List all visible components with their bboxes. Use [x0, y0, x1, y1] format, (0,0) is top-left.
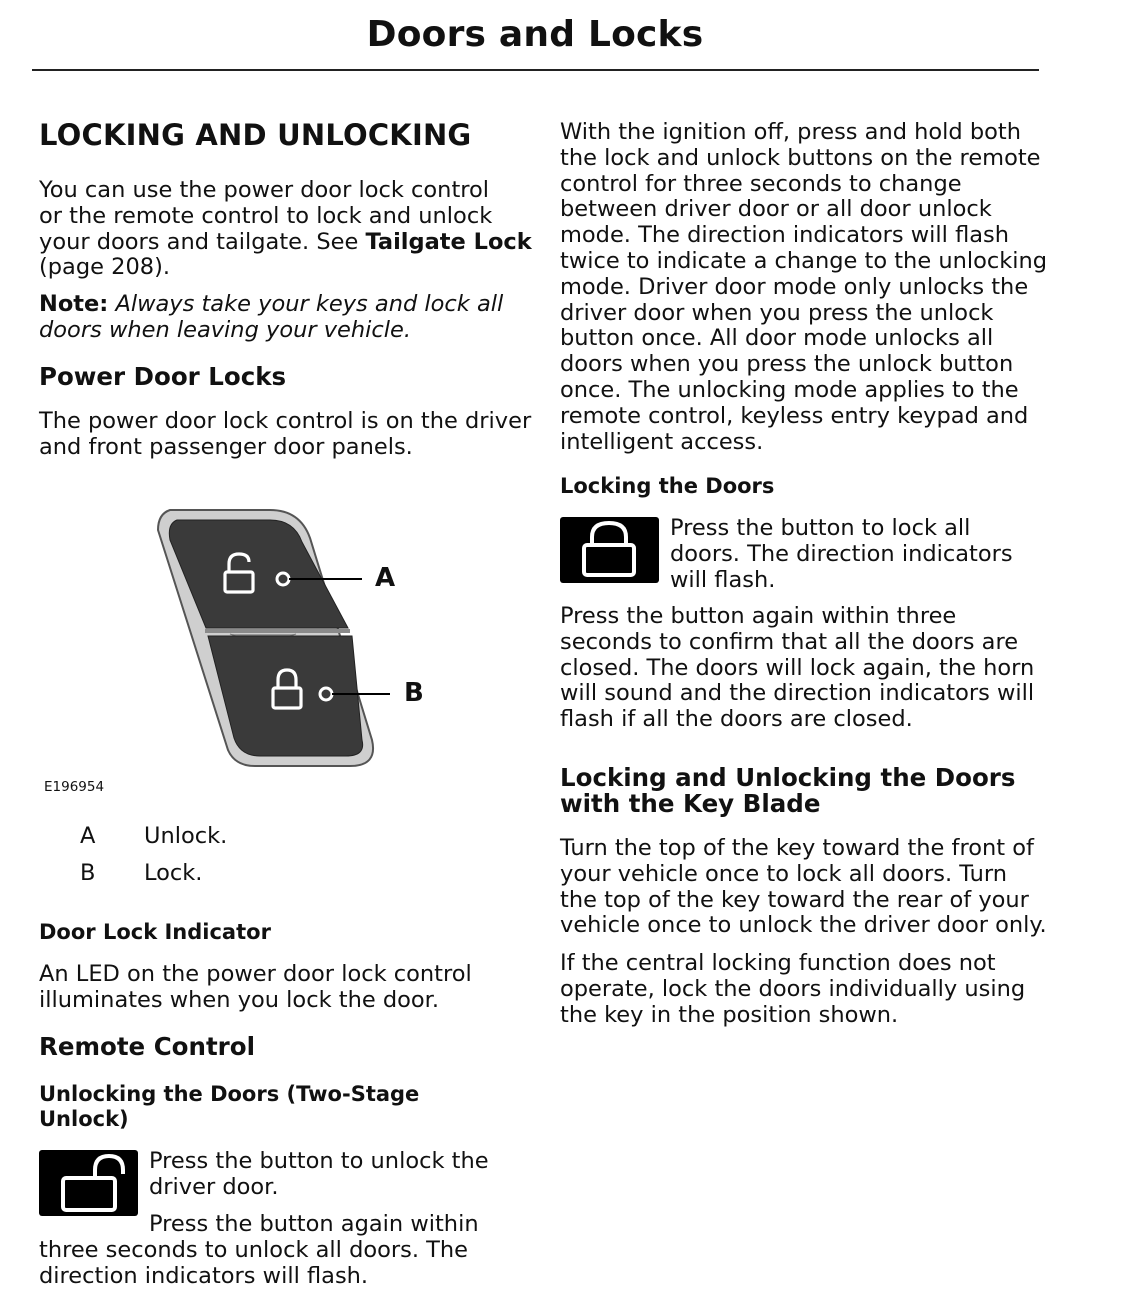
lock-button-icon-box — [560, 517, 659, 583]
note-label: Note: — [39, 291, 109, 317]
lock-icon-text — [670, 516, 1013, 593]
note-line: doors when leaving your vehicle. — [39, 316, 412, 343]
intro-line — [39, 230, 532, 256]
remote-control-heading: Remote Control — [39, 1032, 255, 1061]
paragraph-line: will sound and the direction indicators will — [560, 680, 1035, 707]
paragraph-line: Press the button to lock all — [670, 515, 971, 541]
intro-line-text: your doors and tailgate. See — [39, 228, 366, 255]
unlock-paragraph-first-line: Press the button again within — [149, 1211, 479, 1237]
legend-key: B — [80, 860, 96, 886]
paragraph-line: If the central locking function does not — [560, 950, 996, 976]
paragraph-line: mode. The direction indicators will flash — [560, 222, 1010, 249]
paragraph-line: button once. All door mode unlocks all — [560, 325, 994, 352]
paragraph-line: your vehicle once to lock all doors. Turn — [560, 860, 1007, 887]
paragraph-line: control for three seconds to change — [560, 170, 962, 197]
paragraph-line: Turn the top of the key toward the front of — [560, 835, 1034, 861]
intro-paragraph — [39, 178, 532, 281]
paragraph-line: between driver door or all door unlock — [560, 196, 992, 223]
paragraph-line: remote control, keyless entry keypad and — [560, 402, 1029, 429]
callout-label-a: A — [375, 563, 396, 593]
legend-key: A — [80, 823, 96, 849]
intro-line: You can use the power door lock control — [39, 177, 490, 203]
paragraph-line: With the ignition off, press and hold both — [560, 119, 1021, 145]
unlock-mode-paragraph — [560, 120, 1047, 455]
unlock-paragraph — [39, 1238, 468, 1290]
key-blade-paragraph — [560, 836, 1047, 939]
note-text: Always take your keys and lock all — [108, 291, 504, 317]
unlock-button-icon-box — [39, 1150, 138, 1216]
paragraph-line: intelligent access. — [560, 428, 764, 455]
intro-line: or the remote control to lock and unlock — [39, 202, 493, 229]
locking-paragraph — [560, 604, 1034, 733]
paragraph-line: the top of the key toward the rear of your — [560, 886, 1029, 913]
paragraph-line: seconds to confirm that all the doors are — [560, 628, 1019, 655]
power-door-locks-heading: Power Door Locks — [39, 362, 287, 391]
heading-line: Locking and Unlocking the Doors — [560, 763, 1016, 792]
door-lock-indicator-paragraph — [39, 962, 472, 1014]
door-lock-control-figure — [150, 500, 450, 775]
locking-heading: Locking the Doors — [560, 474, 775, 498]
paragraph-line: and front passenger door panels. — [39, 433, 413, 460]
paragraph-line: driver door. — [149, 1173, 279, 1200]
tailgate-lock-reference: Tailgate Lock — [365, 228, 532, 255]
paragraph-line: will flash. — [670, 566, 776, 593]
paragraph-line: An LED on the power door lock control — [39, 961, 472, 987]
paragraph-line: the key in the position shown. — [560, 1001, 899, 1028]
central-locking-paragraph — [560, 951, 1025, 1028]
callout-label-b: B — [404, 678, 424, 708]
legend-value: Unlock. — [144, 823, 228, 849]
paragraph-line: doors. The direction indicators — [670, 540, 1013, 567]
paragraph-line: closed. The doors will lock again, the horn — [560, 654, 1035, 681]
lock-icon — [560, 517, 659, 583]
header-divider — [32, 69, 1039, 71]
paragraph-line: doors when you press the unlock button — [560, 351, 1014, 378]
paragraph-line: twice to indicate a change to the unlocking — [560, 247, 1048, 274]
unlock-icon — [39, 1150, 138, 1216]
section-title: LOCKING AND UNLOCKING — [39, 118, 472, 152]
unlock-icon-text — [149, 1149, 489, 1201]
paragraph-line: illuminates when you lock the door. — [39, 986, 439, 1013]
key-blade-heading — [560, 765, 1015, 817]
door-lock-indicator-heading: Door Lock Indicator — [39, 920, 271, 944]
note-paragraph — [39, 292, 503, 344]
paragraph-line: the lock and unlock buttons on the remote — [560, 144, 1041, 171]
paragraph-line: Press the button to unlock the — [149, 1148, 489, 1174]
figure-id: E196954 — [44, 779, 105, 795]
power-door-locks-paragraph — [39, 409, 531, 461]
note-line — [39, 292, 503, 318]
paragraph-line: once. The unlocking mode applies to the — [560, 376, 1019, 403]
paragraph-line: Press the button again within three — [560, 603, 957, 629]
paragraph-line: mode. Driver door mode only unlocks the — [560, 273, 1029, 300]
heading-line: with the Key Blade — [560, 789, 821, 818]
paragraph-line: The power door lock control is on the driver — [39, 408, 532, 434]
paragraph-line: three seconds to unlock all doors. The — [39, 1237, 469, 1263]
paragraph-line: direction indicators will flash. — [39, 1262, 369, 1289]
heading-line: Unlocking the Doors (Two-Stage — [39, 1082, 420, 1106]
page-header-title: Doors and Locks — [366, 14, 704, 55]
paragraph-line: vehicle once to unlock the driver door only. — [560, 912, 1047, 939]
intro-line: (page 208). — [39, 254, 171, 281]
paragraph-line: operate, lock the doors individually using — [560, 975, 1026, 1002]
heading-line: Unlock) — [39, 1107, 129, 1131]
paragraph-line: flash if all the doors are closed. — [560, 706, 913, 733]
unlocking-heading — [39, 1082, 419, 1132]
legend-value: Lock. — [144, 860, 203, 886]
paragraph-line: driver door when you press the unlock — [560, 299, 994, 326]
